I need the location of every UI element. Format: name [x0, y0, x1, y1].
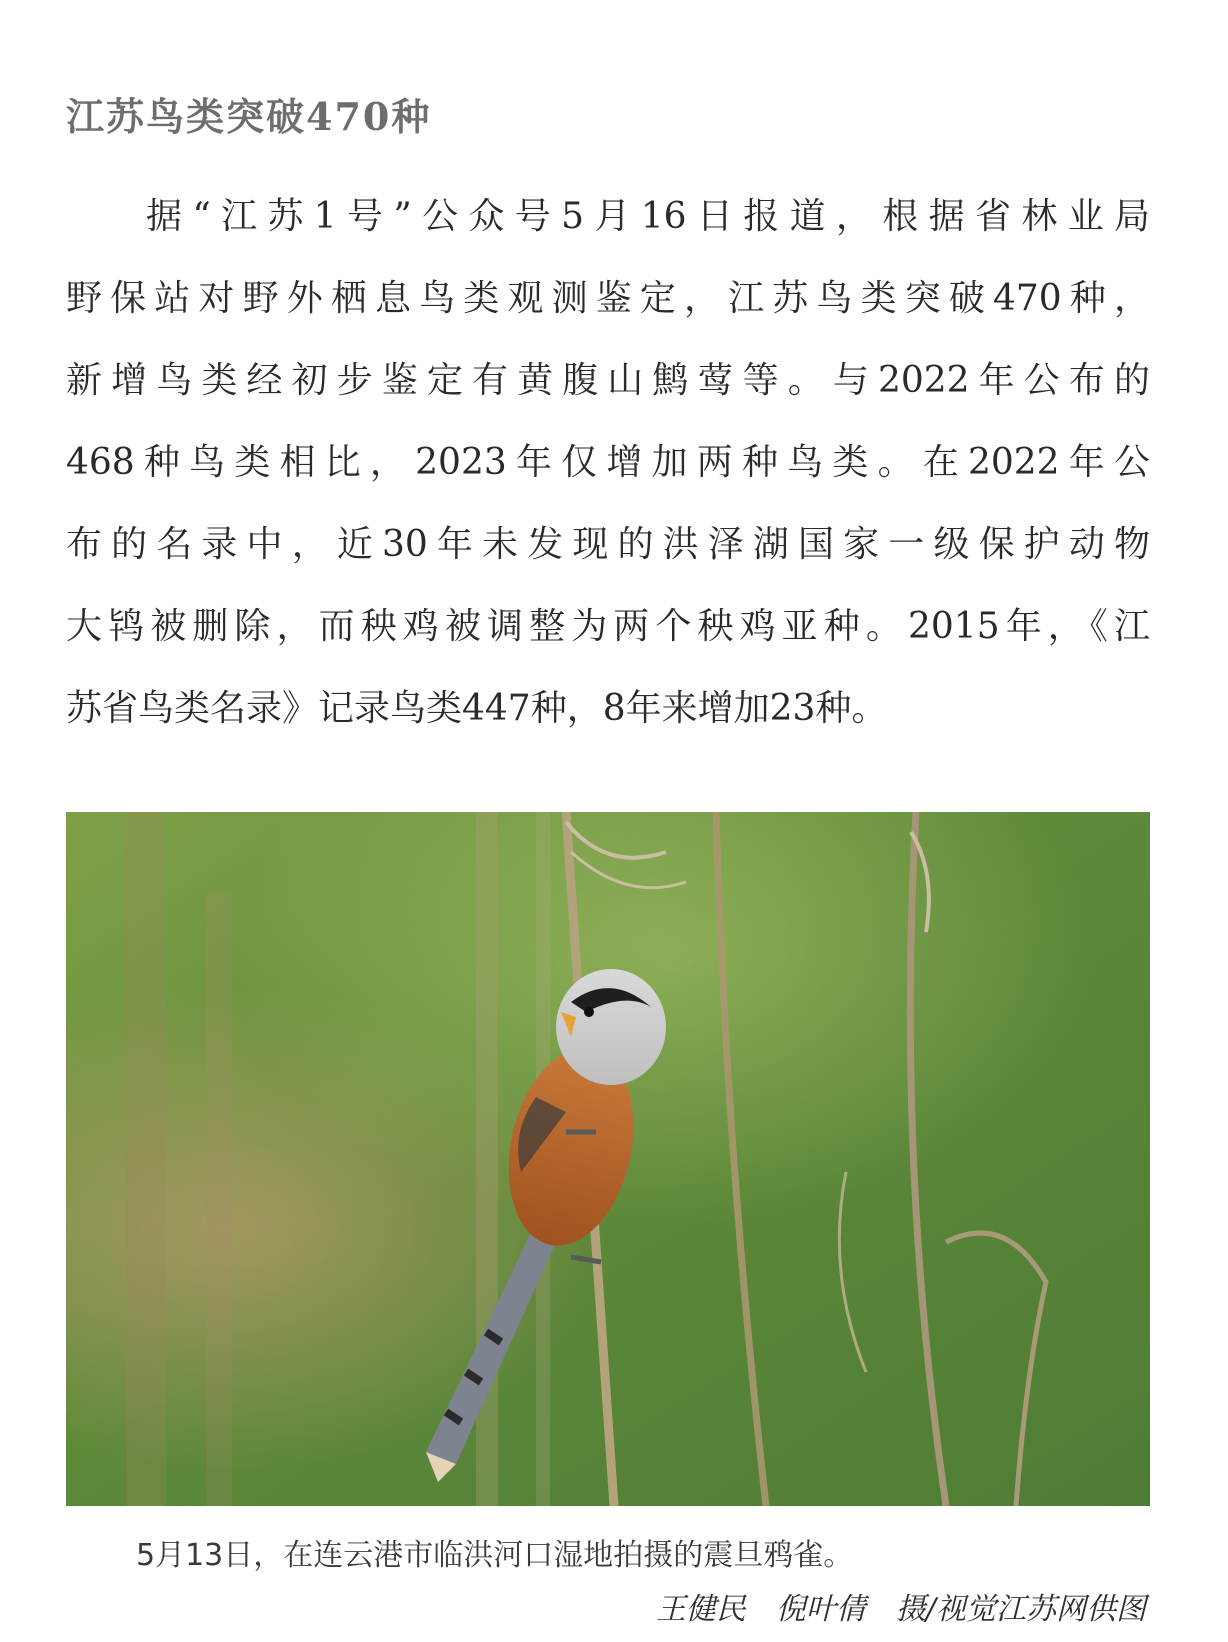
body-line-6: 大鸨被删除，而秧鸡被调整为两个秧鸡亚种。2015年，《江	[66, 606, 1150, 647]
article-title: 江苏鸟类突破470种	[66, 94, 432, 139]
body-line-2: 野保站对野外栖息鸟类观测鉴定，江苏鸟类突破470种，	[66, 278, 1150, 319]
body-line-3: 新增鸟类经初步鉴定有黄腹山鹪莺等。与2022年公布的	[66, 360, 1150, 401]
article-body	[66, 176, 1150, 750]
bird-photo	[66, 812, 1150, 1506]
body-line-1: 据“江苏1号”公众号5月16日报道，根据省林业局	[146, 196, 1150, 237]
photo-caption: 5月13日，在连云港市临洪河口湿地拍摄的震旦鸦雀。	[136, 1538, 854, 1573]
body-line-4: 468种鸟类相比，2023年仅增加两种鸟类。在2022年公	[66, 442, 1150, 483]
photo-credit: 王健民 倪叶倩 摄/视觉江苏网供图	[655, 1592, 1146, 1627]
body-line-7: 苏省鸟类名录》记录鸟类447种，8年来增加23种。	[66, 688, 888, 729]
body-line-5: 布的名录中，近30年未发现的洪泽湖国家一级保护动物	[66, 524, 1150, 565]
bird-photo-illustration	[66, 812, 1150, 1506]
